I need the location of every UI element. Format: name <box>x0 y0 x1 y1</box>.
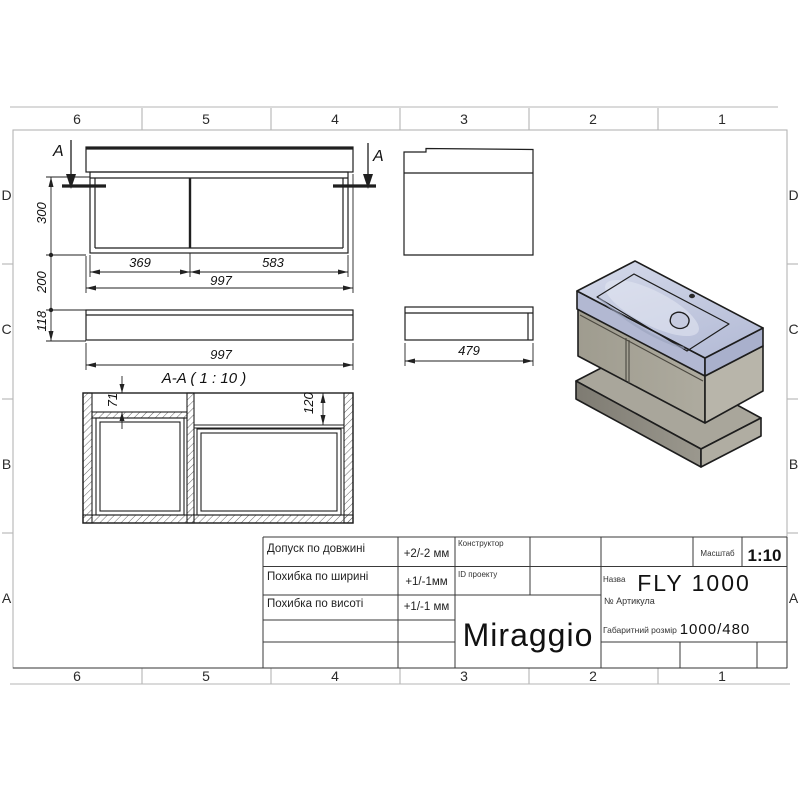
zone-letter-left: C <box>1 321 12 337</box>
zone-number-bottom: 6 <box>73 668 81 684</box>
zone-letter-right: D <box>788 187 799 203</box>
scale-label: Масштаб <box>700 549 735 558</box>
zone-letter-left: B <box>1 456 12 472</box>
zone-number-bottom: 3 <box>460 668 468 684</box>
zone-letter-right: C <box>788 321 799 337</box>
front-dimensions <box>46 174 353 370</box>
zone-number-top: 6 <box>73 111 81 127</box>
front-view <box>86 147 353 340</box>
tolerance-height-label: Похибка по висоті <box>267 598 364 610</box>
overall-size-value: 1000/480 <box>679 621 751 638</box>
tolerance-length-value: +2/-2 мм <box>403 548 450 560</box>
overall-size-label: Габаритний розмір <box>603 625 677 635</box>
dim-left-module: 369 <box>129 255 151 270</box>
zone-number-bottom: 2 <box>589 668 597 684</box>
name-label: Назва <box>603 575 626 584</box>
dim-shelf-height: 118 <box>33 310 49 332</box>
dim-cabinet-height: 300 <box>33 202 49 225</box>
dim-front-offset: 71 <box>104 392 120 408</box>
zone-number-bottom: 5 <box>202 668 210 684</box>
project-id-label: ID проекту <box>458 570 498 579</box>
section-title: A-A ( 1 : 10 ) <box>161 370 247 387</box>
article-label: № Артикула <box>604 596 655 606</box>
zone-number-top: 4 <box>331 111 339 127</box>
dim-depth: 479 <box>458 343 480 358</box>
section-mark-letter-left: A <box>53 143 64 160</box>
zone-letter-right: B <box>788 456 799 472</box>
section-mark-letter-right: A <box>373 148 384 165</box>
isometric-view <box>576 261 763 467</box>
zone-number-bottom: 1 <box>718 668 726 684</box>
zone-number-top: 2 <box>589 111 597 127</box>
dim-shelf-width: 997 <box>210 347 232 362</box>
scale-value: 1:10 <box>747 546 782 565</box>
tolerance-width-value: +1/-1мм <box>405 576 448 588</box>
zone-number-bottom: 4 <box>331 668 339 684</box>
zone-letter-left: A <box>1 590 12 606</box>
tolerance-width-label: Похибка по ширині <box>267 571 369 583</box>
tolerance-height-value: +1/-1 мм <box>403 601 450 613</box>
constructor-label: Конструктор <box>458 539 504 548</box>
zone-number-top: 5 <box>202 111 210 127</box>
dim-right-module: 583 <box>262 255 284 270</box>
zone-letter-left: D <box>1 187 12 203</box>
zone-number-top: 1 <box>718 111 726 127</box>
side-view <box>404 149 533 341</box>
model-name: FLY 1000 <box>637 570 751 596</box>
dim-total-width: 997 <box>210 273 232 288</box>
dim-gap: 200 <box>33 271 49 294</box>
dim-drawer-offset: 120 <box>300 392 316 415</box>
zone-letter-right: A <box>788 590 799 606</box>
zone-number-top: 3 <box>460 111 468 127</box>
tolerance-length-label: Допуск по довжині <box>267 543 366 555</box>
brand-logo-text: Miraggio <box>462 617 594 653</box>
